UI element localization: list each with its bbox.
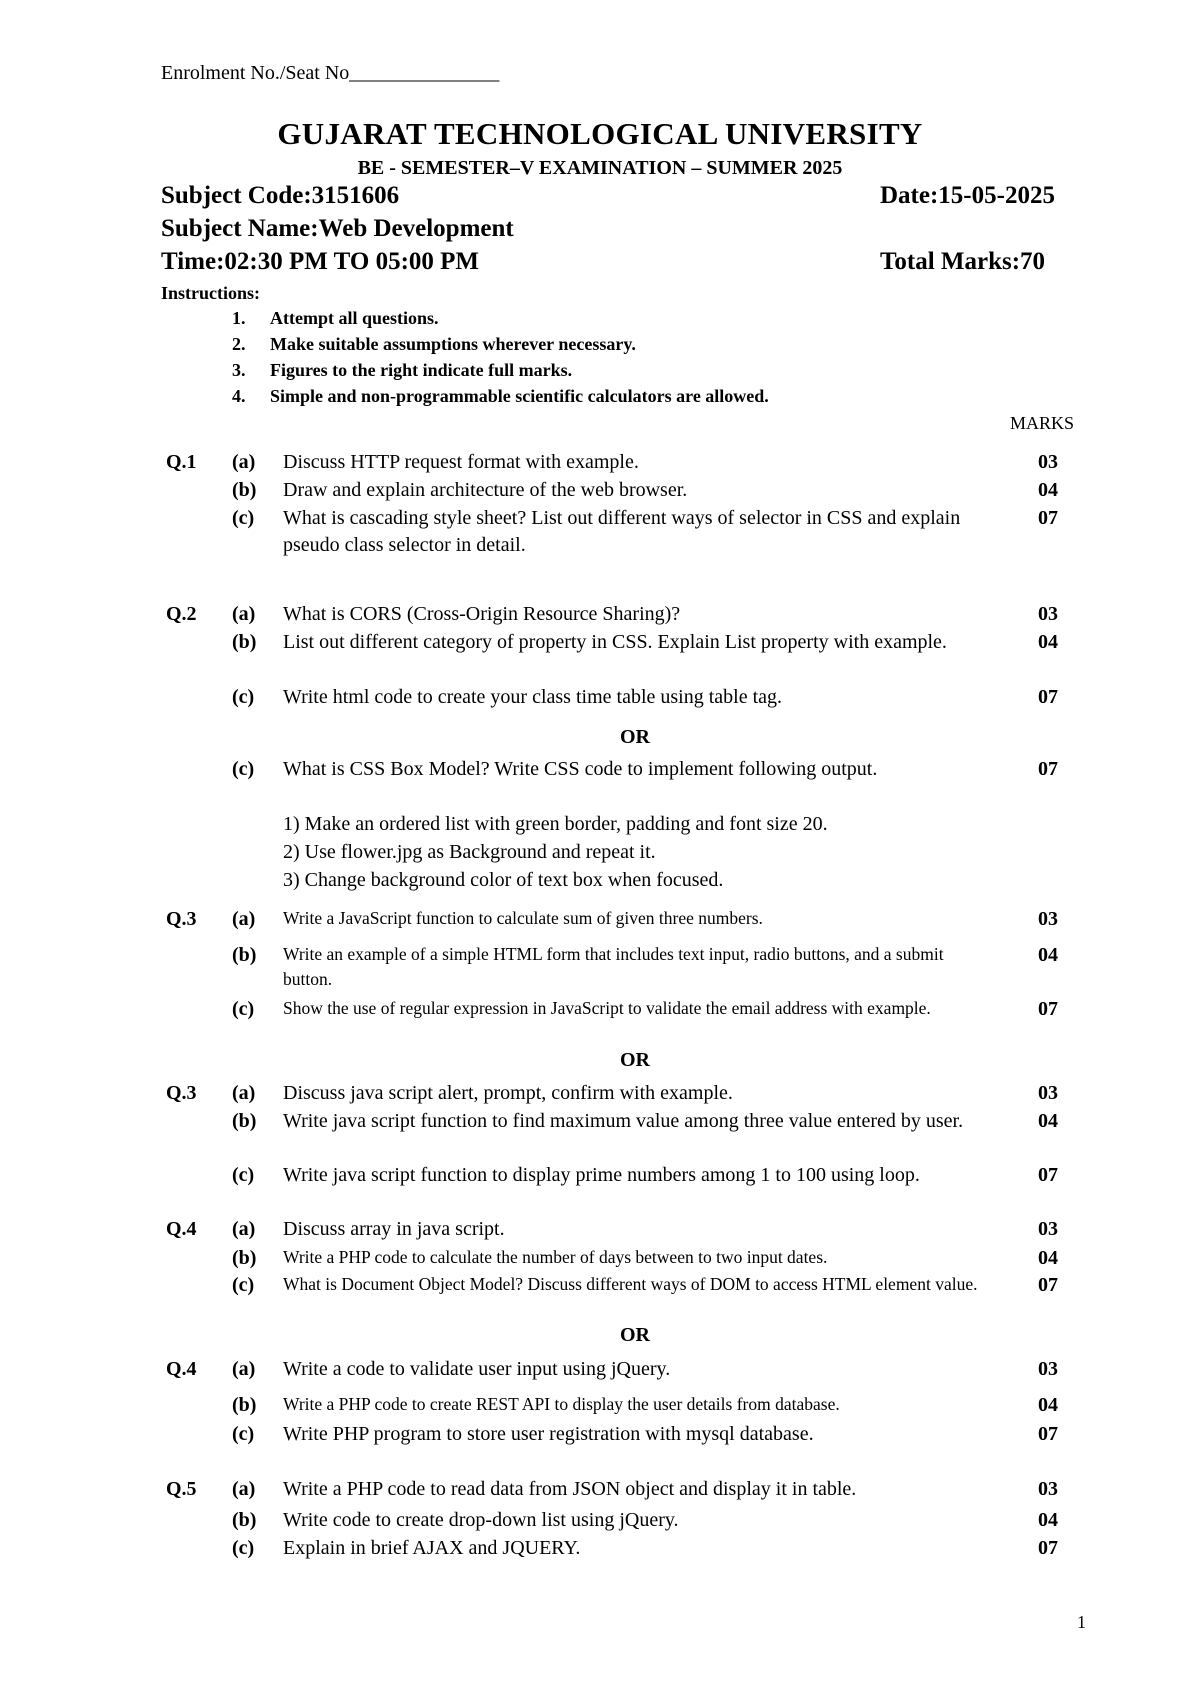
exam-time: Time:02:30 PM TO 05:00 PM (161, 248, 480, 275)
question-text: Write PHP program to store user registration with mysql database. (283, 1423, 814, 1445)
sub-question-label: (b) (232, 631, 257, 653)
sub-question-label: (a) (232, 603, 256, 625)
question-text: What is cascading style sheet? List out different ways of selector in CSS and explain pseudo class selector in detail. (283, 507, 961, 556)
instruction-number: 2. (232, 334, 246, 354)
question-text: Write a PHP code to create REST API to display the user details from database. (283, 1394, 840, 1414)
marks-column-label: MARKS (1010, 413, 1075, 433)
question-text: Show the use of regular expression in JavaScript to validate the email address with example. (283, 998, 931, 1018)
question-number: Q.3 (166, 908, 197, 930)
question-text: Discuss HTTP request format with example. (283, 451, 639, 473)
question-marks: 04 (1038, 1110, 1058, 1132)
sub-question-label: (a) (232, 451, 256, 473)
question-marks: 04 (1038, 1247, 1058, 1269)
sub-question-label: (c) (232, 1423, 255, 1445)
question-text: Write code to create drop-down list using jQuery. (283, 1509, 679, 1531)
question-text: Write html code to create your class time table using table tag. (283, 686, 783, 708)
enrolment-field: Enrolment No./Seat No_______________ (161, 62, 500, 84)
question-text: What is CORS (Cross-Origin Resource Sharing)? (283, 603, 681, 625)
question-marks: 03 (1038, 1358, 1058, 1380)
or-separator: OR (620, 726, 650, 748)
instruction-item (232, 386, 769, 412)
instructions-list (232, 308, 769, 412)
instruction-number: 3. (232, 360, 246, 380)
question-text: Discuss array in java script. (283, 1218, 505, 1240)
question-marks: 04 (1038, 631, 1058, 653)
question-text: Explain in brief AJAX and JQUERY. (283, 1537, 581, 1559)
page-number: 1 (1077, 1612, 1086, 1632)
instruction-text: Attempt all questions. (270, 308, 439, 328)
sub-question-label: (a) (232, 1478, 256, 1500)
sub-question-label: (c) (232, 1537, 255, 1559)
university-title: GUJARAT TECHNOLOGICAL UNIVERSITY (277, 116, 923, 151)
sub-question-label: (b) (232, 1110, 257, 1132)
question-text: What is Document Object Model? Discuss different ways of DOM to access HTML element value. (283, 1274, 978, 1294)
or-separator: OR (620, 1049, 650, 1071)
instruction-item (232, 334, 769, 360)
sub-question-label: (b) (232, 944, 257, 966)
instruction-text: Make suitable assumptions wherever necessary. (270, 334, 636, 354)
sub-question-label: (c) (232, 507, 255, 529)
question-number: Q.3 (166, 1082, 197, 1104)
subject-code: Subject Code:3151606 (161, 182, 400, 209)
instruction-number: 1. (232, 308, 246, 328)
sub-question-label: (b) (232, 479, 257, 501)
instruction-text: Simple and non-programmable scientific calculators are allowed. (270, 386, 769, 406)
question-marks: 04 (1038, 1509, 1058, 1531)
question-marks: 04 (1038, 944, 1058, 966)
question-marks: 03 (1038, 1218, 1058, 1240)
question-text: What is CSS Box Model? Write CSS code to implement following output. (283, 758, 878, 780)
question-marks: 03 (1038, 908, 1058, 930)
question-text: Discuss java script alert, prompt, confirm with example. (283, 1082, 733, 1104)
question-number: Q.1 (166, 451, 197, 473)
question-marks: 07 (1038, 1274, 1058, 1296)
question-marks: 07 (1038, 1423, 1058, 1445)
sub-question-label: (c) (232, 1274, 255, 1296)
question-marks: 07 (1038, 1164, 1058, 1186)
sub-question-label: (b) (232, 1394, 257, 1416)
question-marks: 07 (1038, 1537, 1058, 1559)
question-text: List out different category of property in CSS. Explain List property with example. (283, 631, 947, 653)
or-separator: OR (620, 1324, 650, 1346)
total-marks: Total Marks:70 (880, 248, 1046, 275)
sub-question-label: (a) (232, 908, 256, 930)
question-marks: 04 (1038, 479, 1058, 501)
question-number: Q.4 (166, 1218, 197, 1240)
sub-question-label: (c) (232, 686, 255, 708)
question-number: Q.5 (166, 1478, 197, 1500)
question-text: Write java script function to display prime numbers among 1 to 100 using loop. (283, 1164, 920, 1186)
question-marks: 03 (1038, 603, 1058, 625)
question-marks: 07 (1038, 686, 1058, 708)
question-text: Write a code to validate user input using jQuery. (283, 1358, 671, 1380)
sub-question-label: (b) (232, 1247, 257, 1269)
sub-question-label: (c) (232, 1164, 255, 1186)
sub-question-label: (a) (232, 1082, 256, 1104)
question-marks: 07 (1038, 507, 1058, 529)
question-text: Write java script function to find maximum value among three value entered by user. (283, 1110, 964, 1132)
instruction-item (232, 308, 769, 334)
sub-question-label: (a) (232, 1358, 256, 1380)
instruction-text: Figures to the right indicate full marks. (270, 360, 573, 380)
question-text: Write a JavaScript function to calculate sum of given three numbers. (283, 908, 763, 928)
exam-date: Date:15-05-2025 (880, 182, 1055, 209)
question-number: Q.2 (166, 603, 197, 625)
sub-question-label: (c) (232, 998, 255, 1020)
question-marks: 03 (1038, 451, 1058, 473)
question-text: Write a PHP code to read data from JSON object and display it in table. (283, 1478, 857, 1500)
question-marks: 03 (1038, 1082, 1058, 1104)
sub-question-label: (c) (232, 758, 255, 780)
question-text: Write an example of a simple HTML form that includes text input, radio buttons, and a submit button. (283, 944, 944, 989)
question-text: Draw and explain architecture of the web browser. (283, 479, 688, 501)
instructions-title: Instructions: (161, 283, 261, 303)
question-subline: 2) Use flower.jpg as Background and repeat it. (283, 841, 656, 863)
question-marks: 07 (1038, 998, 1058, 1020)
subject-name: Subject Name:Web Development (161, 215, 514, 242)
instruction-number: 4. (232, 386, 246, 406)
question-marks: 04 (1038, 1394, 1058, 1416)
instruction-item (232, 360, 769, 386)
exam-title: BE - SEMESTER–V EXAMINATION – SUMMER 2025 (357, 157, 843, 179)
sub-question-label: (a) (232, 1218, 256, 1240)
question-marks: 07 (1038, 758, 1058, 780)
question-subline: 3) Change background color of text box when focused. (283, 869, 724, 891)
question-marks: 03 (1038, 1478, 1058, 1500)
question-text: Write a PHP code to calculate the number of days between to two input dates. (283, 1247, 828, 1267)
question-subline: 1) Make an ordered list with green border, padding and font size 20. (283, 813, 828, 835)
sub-question-label: (b) (232, 1509, 257, 1531)
question-number: Q.4 (166, 1358, 197, 1380)
